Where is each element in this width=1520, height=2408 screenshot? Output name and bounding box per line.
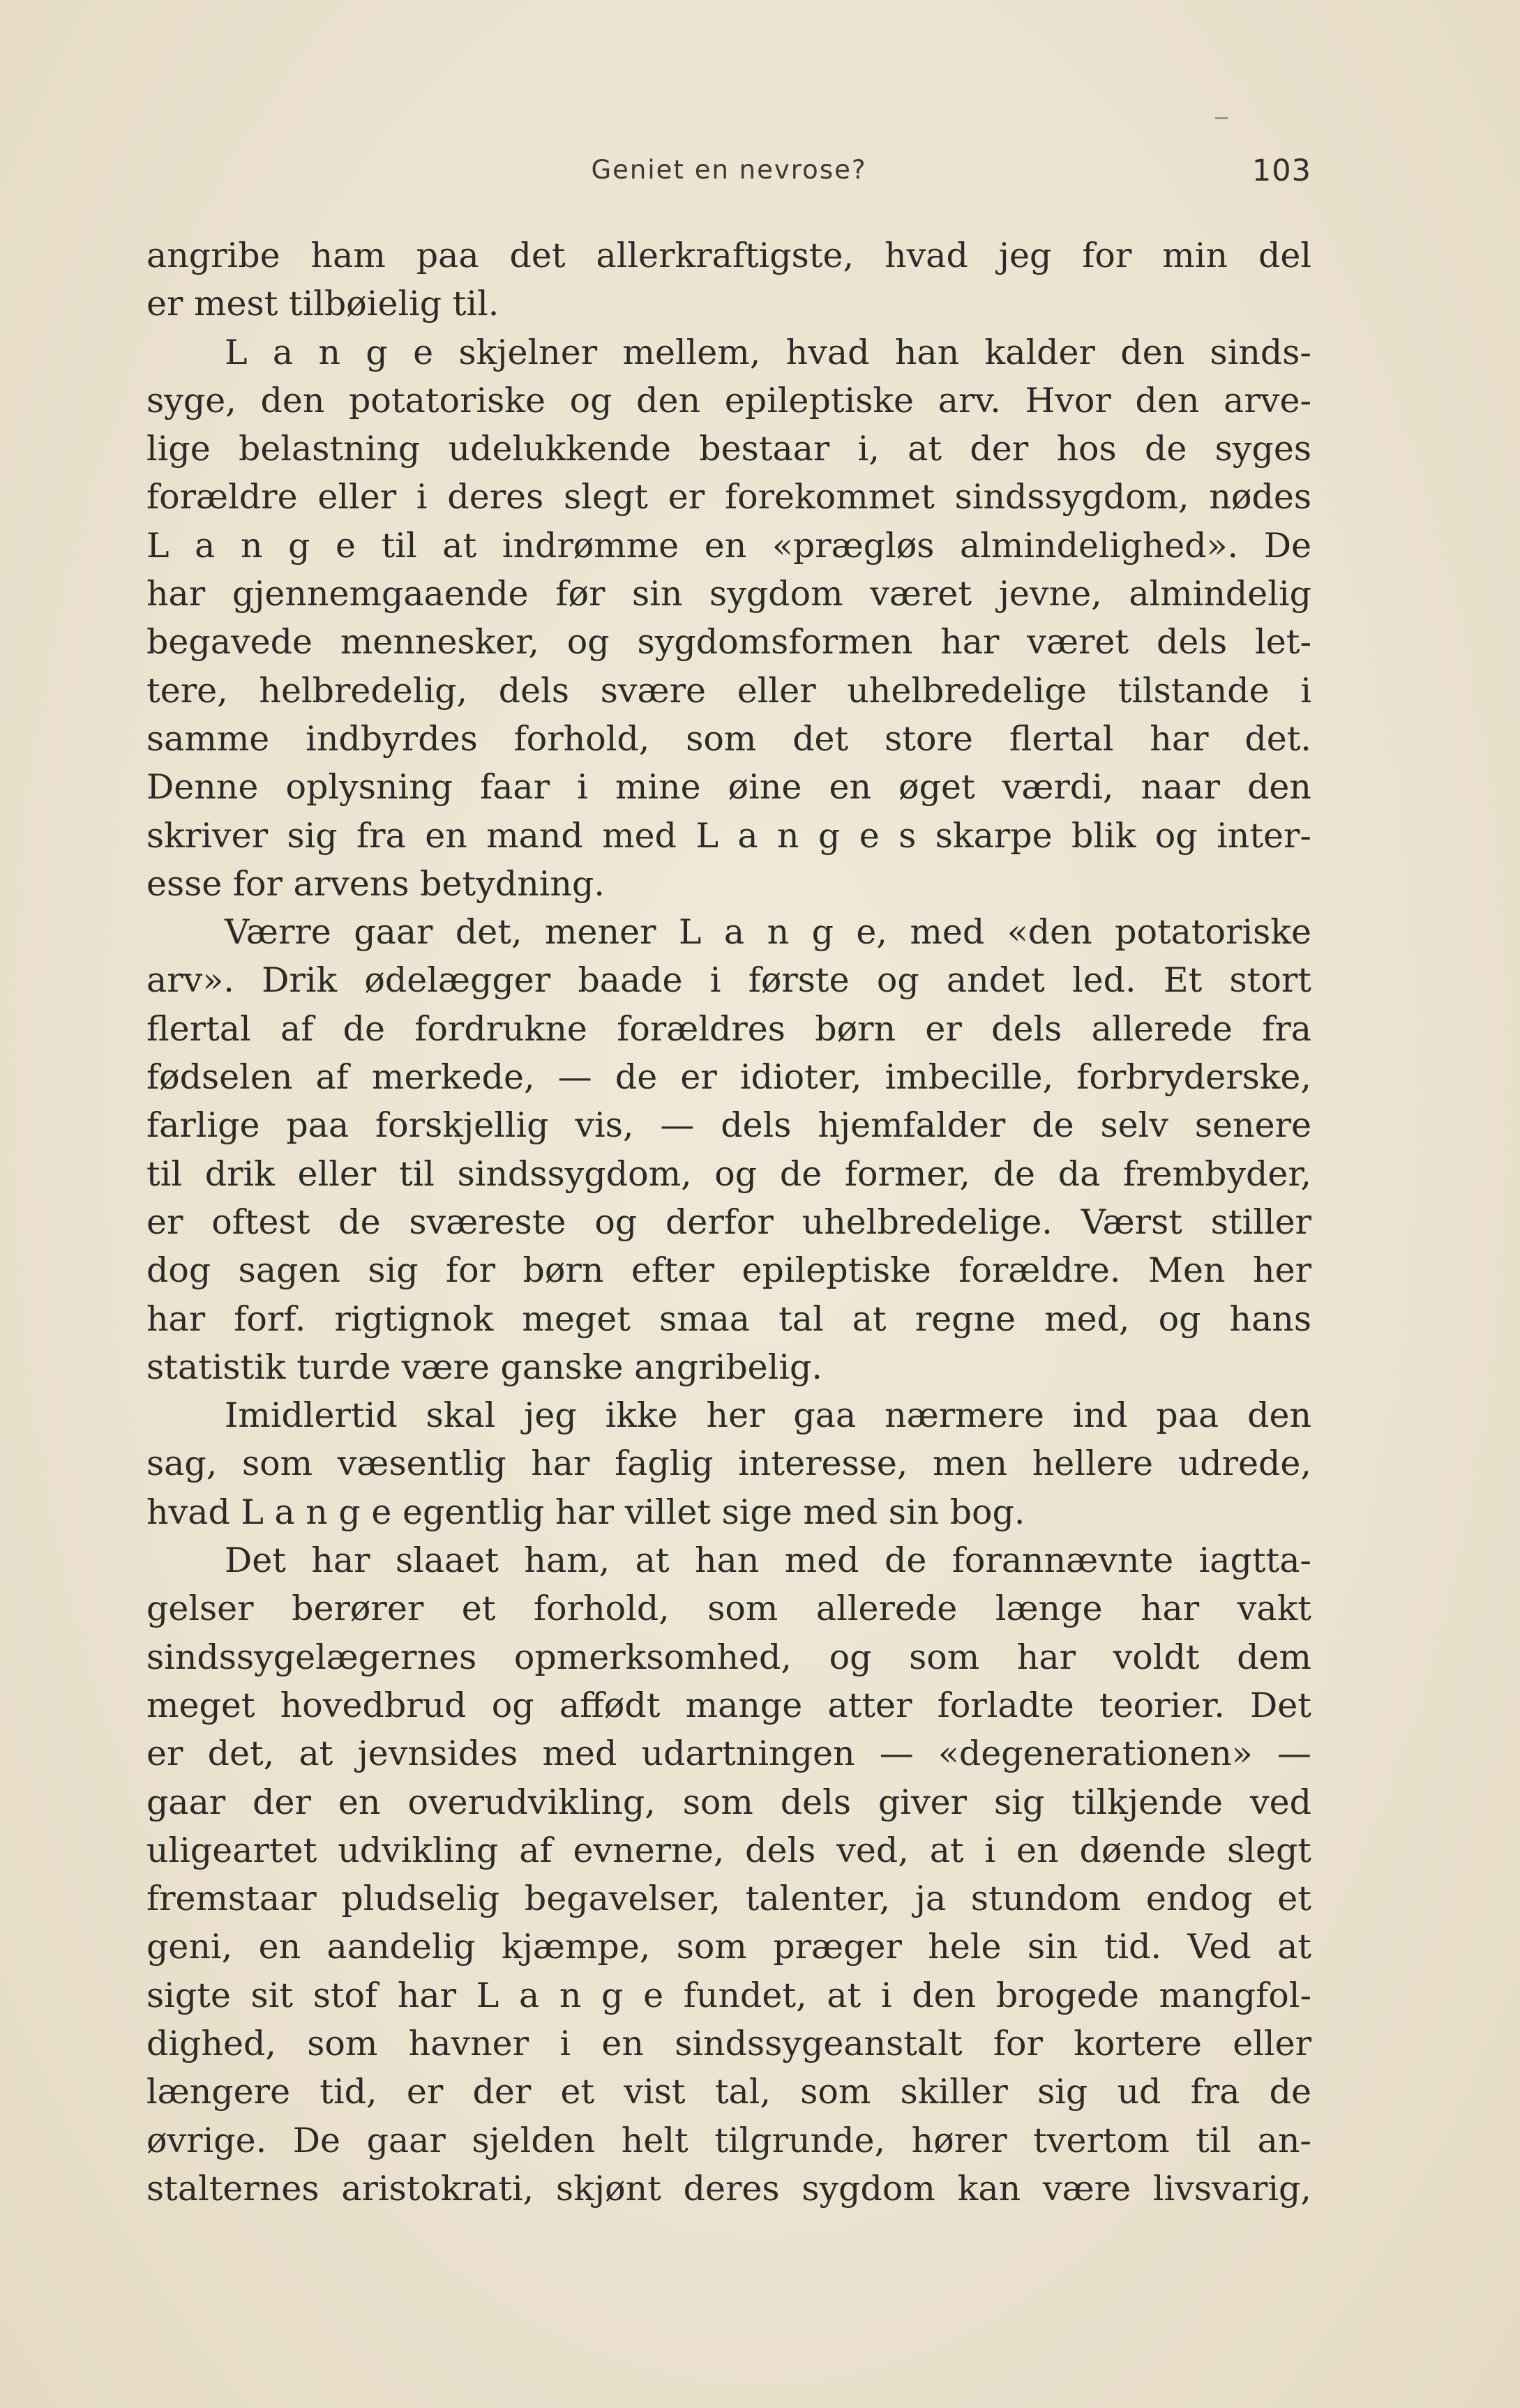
text-line: dighed, som havner i en sindssygeanstalt for kortere eller — [146, 2023, 1311, 2064]
text-line: syge, den potatoriske og den epileptiske arv. Hvor den arve- — [146, 380, 1311, 421]
text-line: geni, en aandelig kjæmpe, som præger hele sin tid. Ved at — [146, 1927, 1311, 1967]
text-line: samme indbyrdes forhold, som det store flertal har det. — [146, 718, 1311, 759]
text-line: har gjennemgaaende før sin sygdom været jevne, almindelig — [146, 574, 1311, 614]
text-line: skriver sig fra en mand med L a n g e s skarpe blik og inter- — [146, 815, 1311, 856]
text-line: fremstaar pludselig begavelser, talenter, ja stundom endog et — [146, 1879, 1311, 1919]
body-text — [146, 232, 1311, 2213]
running-title: Geniet en nevrose? — [591, 155, 867, 185]
text-line: uligeartet udvikling af evnerne, dels ved, at i en døende slegt — [146, 1830, 1311, 1870]
text-line: sindssygelægernes opmerksomhed, og som har voldt dem — [146, 1637, 1311, 1677]
text-line: L a n g e skjelner mellem, hvad han kalder den sinds- — [225, 332, 1311, 372]
text-line: L a n g e til at indrømme en «prægløs almindelighed». De — [146, 525, 1311, 566]
text-line: til drik eller til sindssygdom, og de former, de da frembyder, — [146, 1153, 1311, 1194]
text-line: sag, som væsentlig har faglig interesse, men hellere udrede, — [146, 1444, 1311, 1484]
text-line: dog sagen sig for børn efter epileptiske forældre. Men her — [146, 1250, 1311, 1291]
text-line: farlige paa forskjellig vis, — dels hjemfalder de selv senere — [146, 1105, 1311, 1146]
text-line: Denne oplysning faar i mine øine en øget værdi, naar den — [146, 767, 1311, 808]
text-line: flertal af de fordrukne forældres børn er dels allerede fra — [146, 1008, 1311, 1049]
text-line: arv». Drik ødelægger baade i første og andet led. Et stort — [146, 960, 1311, 1001]
text-line: meget hovedbrud og affødt mange atter forladte teorier. Det — [146, 1685, 1311, 1725]
text-line: har forf. rigtignok meget smaa tal at regne med, og hans — [146, 1298, 1311, 1339]
text-line: Imidlertid skal jeg ikke her gaa nærmere ind paa den — [225, 1395, 1311, 1436]
text-line: Det har slaaet ham, at han med de forannævnte iagtta- — [225, 1540, 1311, 1581]
page-header — [146, 155, 1311, 197]
text-line: stalternes aristokrati, skjønt deres sygdom kan være livsvarig, — [146, 2168, 1311, 2209]
print-mark — [1215, 117, 1228, 119]
text-line: statistik turde være ganske angribelig. — [146, 1347, 822, 1387]
text-line: øvrige. De gaar sjelden helt tilgrunde, hører tvertom til an- — [146, 2120, 1311, 2160]
text-line: lige belastning udelukkende bestaar i, at der hos de syges — [146, 429, 1311, 469]
text-line: gelser berører et forhold, som allerede længe har vakt — [146, 1589, 1311, 1629]
text-line: begavede mennesker, og sygdomsformen har været dels let- — [146, 622, 1311, 662]
page-number: 103 — [1251, 153, 1311, 188]
text-line: er mest tilbøielig til. — [146, 284, 499, 324]
text-line: tere, helbredelig, dels svære eller uhelbredelige tilstande i — [146, 670, 1311, 711]
text-line: er oftest de sværeste og derfor uhelbredelige. Værst stiller — [146, 1202, 1311, 1242]
text-line: sigte sit stof har L a n g e fundet, at i den brogede mangfol- — [146, 1975, 1311, 2015]
text-line: Værre gaar det, mener L a n g e, med «den potatoriske — [225, 912, 1311, 953]
text-line: er det, at jevnsides med udartningen — «degenerationen» — — [146, 1734, 1311, 1774]
text-line: længere tid, er der et vist tal, som skiller sig ud fra de — [146, 2072, 1311, 2112]
text-line: gaar der en overudvikling, som dels giver sig tilkjende ved — [146, 1782, 1311, 1822]
text-line: forældre eller i deres slegt er forekommet sindssygdom, nødes — [146, 477, 1311, 517]
text-line: angribe ham paa det allerkraftigste, hvad jeg for min del — [146, 236, 1311, 275]
text-line: fødselen af merkede, — de er idioter, imbecille, forbryderske, — [146, 1057, 1311, 1098]
text-line: hvad L a n g e egentlig har villet sige med sin bog. — [146, 1492, 1025, 1532]
text-line: esse for arvens betydning. — [146, 863, 605, 904]
